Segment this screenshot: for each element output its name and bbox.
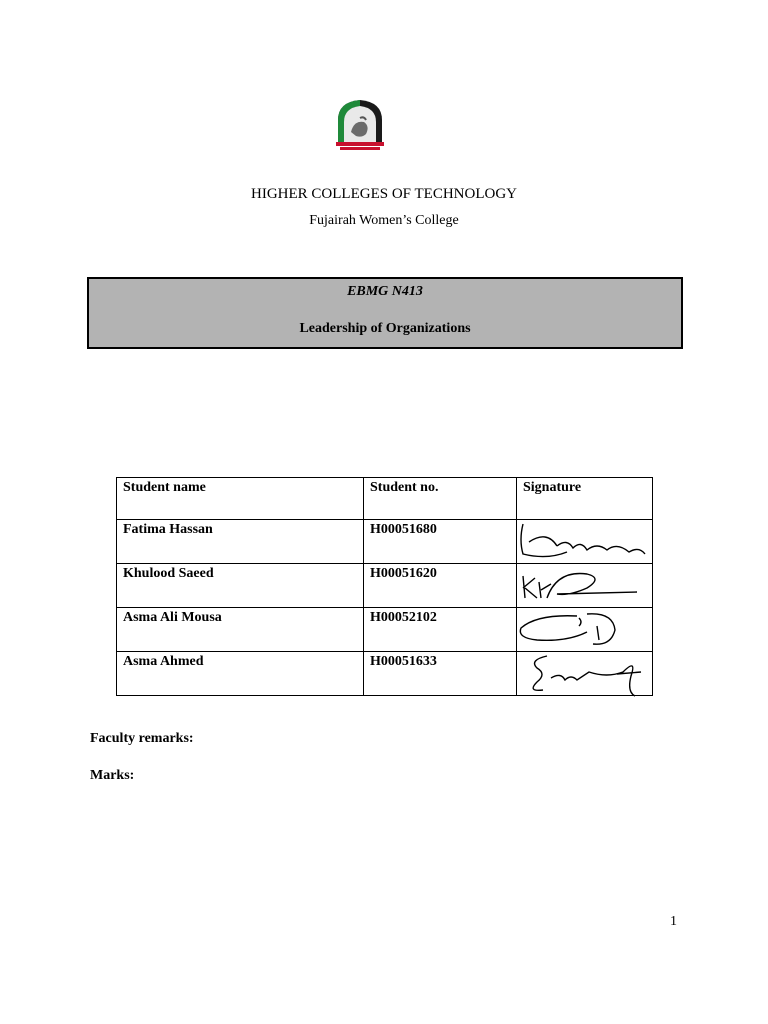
handwritten-signature-icon <box>517 608 652 650</box>
institution-name: HIGHER COLLEGES OF TECHNOLOGY <box>251 186 517 202</box>
student-name: Asma Ali Mousa <box>117 608 364 652</box>
college-logo-icon <box>334 98 386 154</box>
page-number: 1 <box>670 914 677 929</box>
signature-cell <box>517 608 653 652</box>
college-name: Fujairah Women’s College <box>309 213 459 228</box>
signature-cell <box>517 564 653 608</box>
signature-cell <box>517 520 653 564</box>
student-name: Asma Ahmed <box>117 652 364 696</box>
header-student-name: Student name <box>117 478 364 520</box>
student-number: H00051620 <box>364 564 517 608</box>
student-number: H00052102 <box>364 608 517 652</box>
course-name: Leadership of Organizations <box>299 321 471 336</box>
table-row <box>117 520 653 564</box>
table-row <box>117 608 653 652</box>
course-title-box <box>87 277 683 349</box>
student-number: H00051633 <box>364 652 517 696</box>
handwritten-signature-icon <box>517 652 652 698</box>
table-row <box>117 564 653 608</box>
course-code: EBMG N413 <box>347 284 423 299</box>
faculty-remarks-label: Faculty remarks: <box>90 731 194 746</box>
header-student-no: Student no. <box>364 478 517 520</box>
handwritten-signature-icon <box>517 564 652 606</box>
table-header-row <box>117 478 653 520</box>
handwritten-signature-icon <box>517 520 652 562</box>
header-signature: Signature <box>517 478 653 520</box>
students-table <box>116 477 653 696</box>
table-row <box>117 652 653 696</box>
student-name: Khulood Saeed <box>117 564 364 608</box>
marks-label: Marks: <box>90 768 135 783</box>
student-name: Fatima Hassan <box>117 520 364 564</box>
student-number: H00051680 <box>364 520 517 564</box>
signature-cell <box>517 652 653 696</box>
